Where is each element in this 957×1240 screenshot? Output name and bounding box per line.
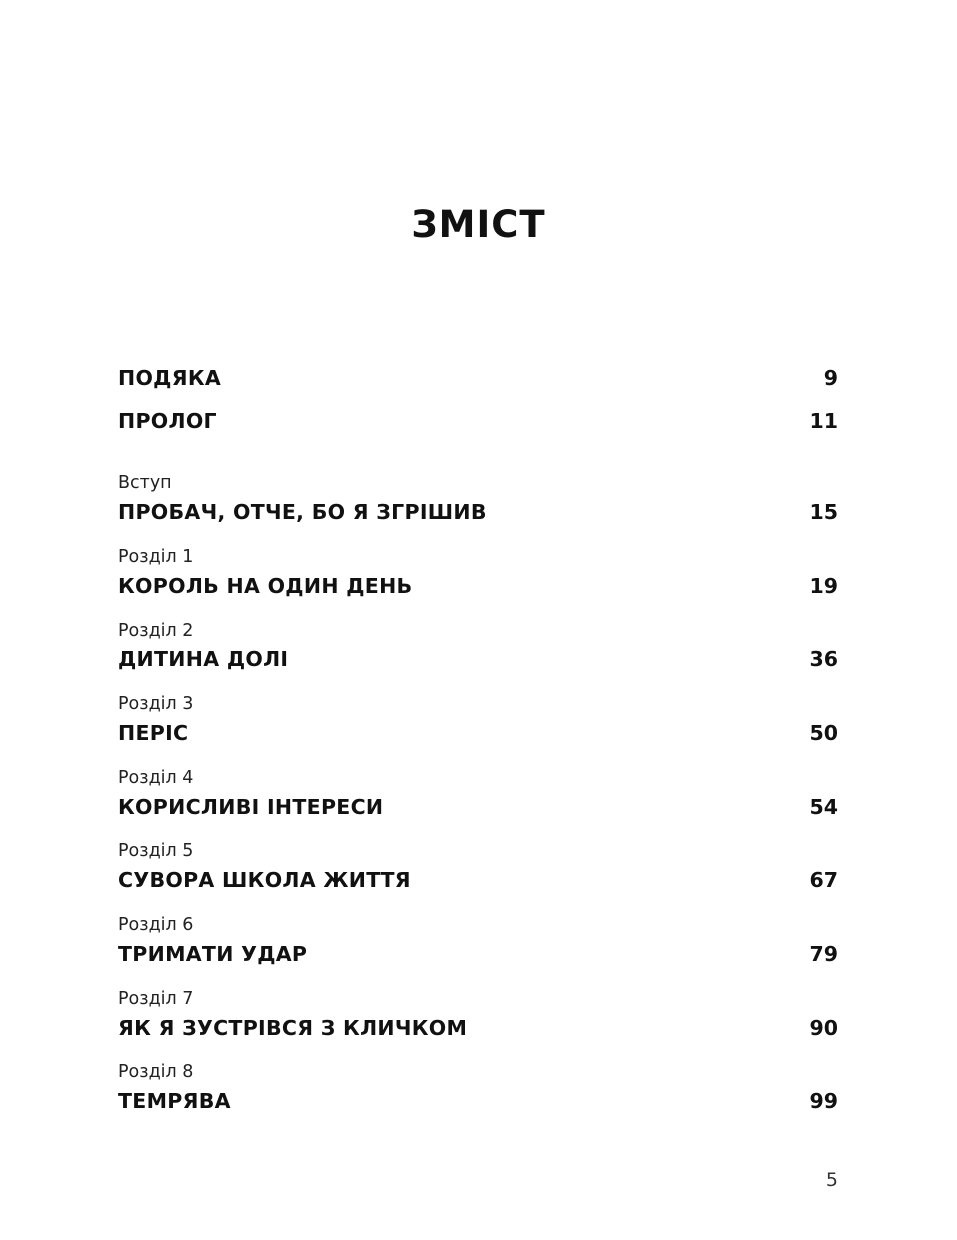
toc-entry-chapter-8[interactable] (118, 1086, 838, 1116)
toc-chapter-label: Розділ 3 (118, 694, 194, 714)
toc-entry-title: ТЕМРЯВА (118, 1089, 231, 1113)
toc-entry-title: ДИТИНА ДОЛІ (118, 647, 289, 671)
toc-entry-page: 90 (809, 1016, 838, 1040)
toc-entry-introduction[interactable] (118, 497, 838, 527)
toc-entry-page: 50 (809, 721, 838, 745)
toc-entry-page: 99 (809, 1089, 838, 1113)
toc-entry-acknowledgements[interactable] (118, 363, 838, 393)
toc-entry-page: 36 (809, 647, 838, 671)
toc-entry-page: 11 (809, 409, 838, 433)
toc-chapter-label: Розділ 5 (118, 841, 194, 861)
toc-chapter-label: Розділ 8 (118, 1062, 194, 1082)
toc-entry-chapter-1[interactable] (118, 571, 838, 601)
toc-entry-chapter-7[interactable] (118, 1013, 838, 1043)
toc-entry-title: СУВОРА ШКОЛА ЖИТТЯ (118, 868, 411, 892)
toc-chapter-label: Розділ 4 (118, 768, 194, 788)
toc-chapter-label: Розділ 1 (118, 547, 194, 567)
toc-entry-title: ПРОБАЧ, ОТЧЕ, БО Я ЗГРІШИВ (118, 500, 487, 524)
toc-entry-page: 15 (809, 500, 838, 524)
toc-entry-chapter-3[interactable] (118, 718, 838, 748)
toc-entry-page: 9 (823, 366, 838, 390)
toc-entry-page: 54 (809, 795, 838, 819)
toc-entry-title: ПЕРІС (118, 721, 189, 745)
toc-entry-prologue[interactable] (118, 406, 838, 436)
toc-entry-chapter-5[interactable] (118, 865, 838, 895)
toc-entry-title: ЯК Я ЗУСТРІВСЯ З КЛИЧКОМ (118, 1016, 468, 1040)
toc-entry-title: ПРОЛОГ (118, 409, 217, 433)
toc-chapter-label: Розділ 2 (118, 621, 194, 641)
toc-entry-title: КОРИСЛИВІ ІНТЕРЕСИ (118, 795, 384, 819)
page-number: 5 (825, 1169, 838, 1191)
toc-entry-title: ПОДЯКА (118, 366, 222, 390)
toc-entry-page: 79 (809, 942, 838, 966)
toc-entry-chapter-6[interactable] (118, 939, 838, 969)
toc-entry-chapter-4[interactable] (118, 792, 838, 822)
toc-entry-title: КОРОЛЬ НА ОДИН ДЕНЬ (118, 574, 413, 598)
toc-entry-chapter-2[interactable] (118, 644, 838, 674)
toc-entry-page: 19 (809, 574, 838, 598)
toc-chapter-label: Розділ 6 (118, 915, 194, 935)
toc-entry-page: 67 (809, 868, 838, 892)
toc-chapter-label: Вступ (118, 473, 172, 493)
toc-chapter-label: Розділ 7 (118, 989, 194, 1009)
page-title: ЗМІСТ (411, 203, 546, 246)
toc-entry-title: ТРИМАТИ УДАР (118, 942, 308, 966)
